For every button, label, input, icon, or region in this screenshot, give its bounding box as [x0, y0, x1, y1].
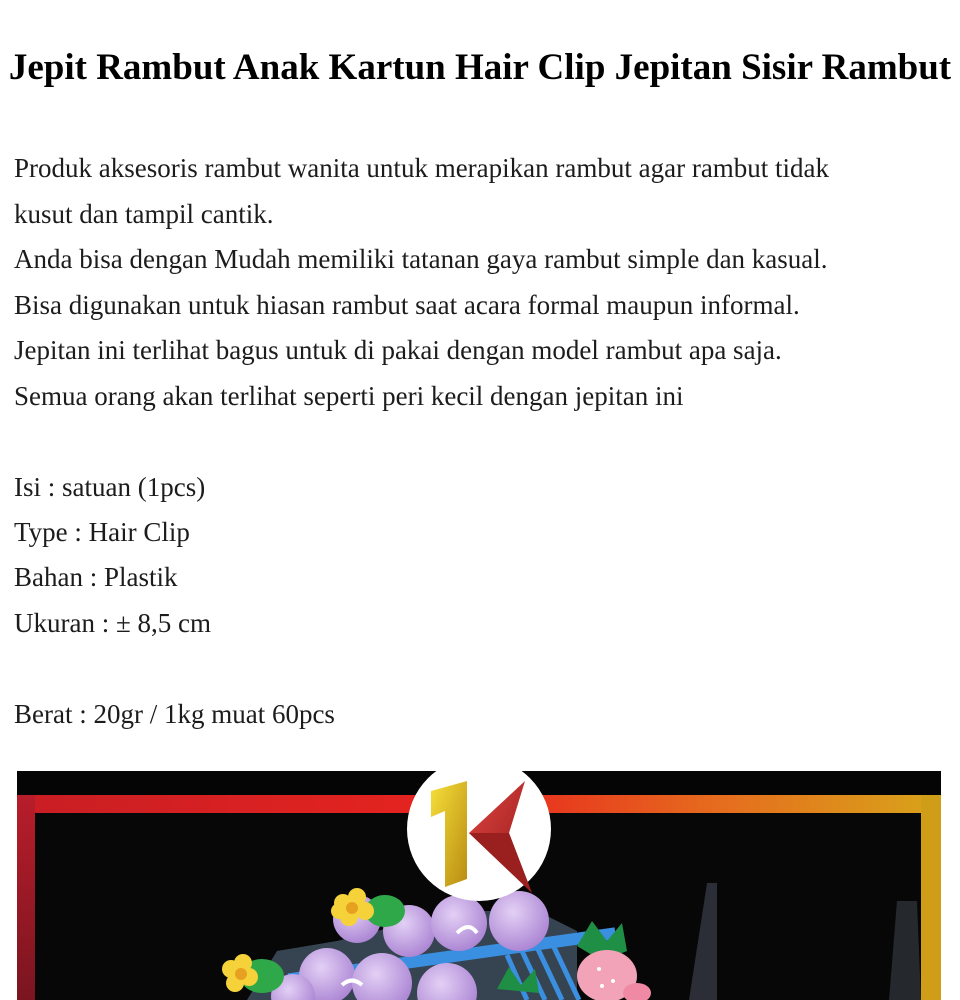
product-title: Jepit Rambut Anak Kartun Hair Clip Jepitan Sisir Rambut — [8, 46, 952, 88]
description-line: Bisa digunakan untuk hiasan rambut saat acara formal maupun informal. — [14, 289, 800, 320]
spec-type: Type : Hair Clip — [14, 517, 190, 547]
description-line: Produk aksesoris rambut wanita untuk merapikan rambut agar rambut tidak — [14, 153, 830, 183]
frame-left — [17, 795, 35, 1000]
description-line: kusut dan tampil cantik. — [14, 198, 274, 229]
spec-bahan: Bahan : Plastik — [14, 562, 178, 592]
product-image[interactable] — [17, 771, 941, 1000]
description-line: Jepitan ini terlihat bagus untuk di pakai dengan model rambut apa saja. — [14, 335, 782, 365]
description-line: Anda bisa dengan Mudah memiliki tatanan gaya rambut simple dan kasual. — [14, 244, 828, 274]
spec-berat: Berat : 20gr / 1kg muat 60pcs — [14, 699, 335, 729]
spec-isi: Isi : satuan (1pcs) — [14, 472, 206, 502]
product-photo — [17, 771, 941, 1000]
product-description — [14, 146, 954, 419]
frame-right — [921, 795, 941, 1000]
description-line: Semua orang akan terlihat seperti peri kecil dengan jepitan ini — [14, 380, 684, 411]
spec-ukuran: Ukuran : ± 8,5 cm — [14, 608, 212, 638]
